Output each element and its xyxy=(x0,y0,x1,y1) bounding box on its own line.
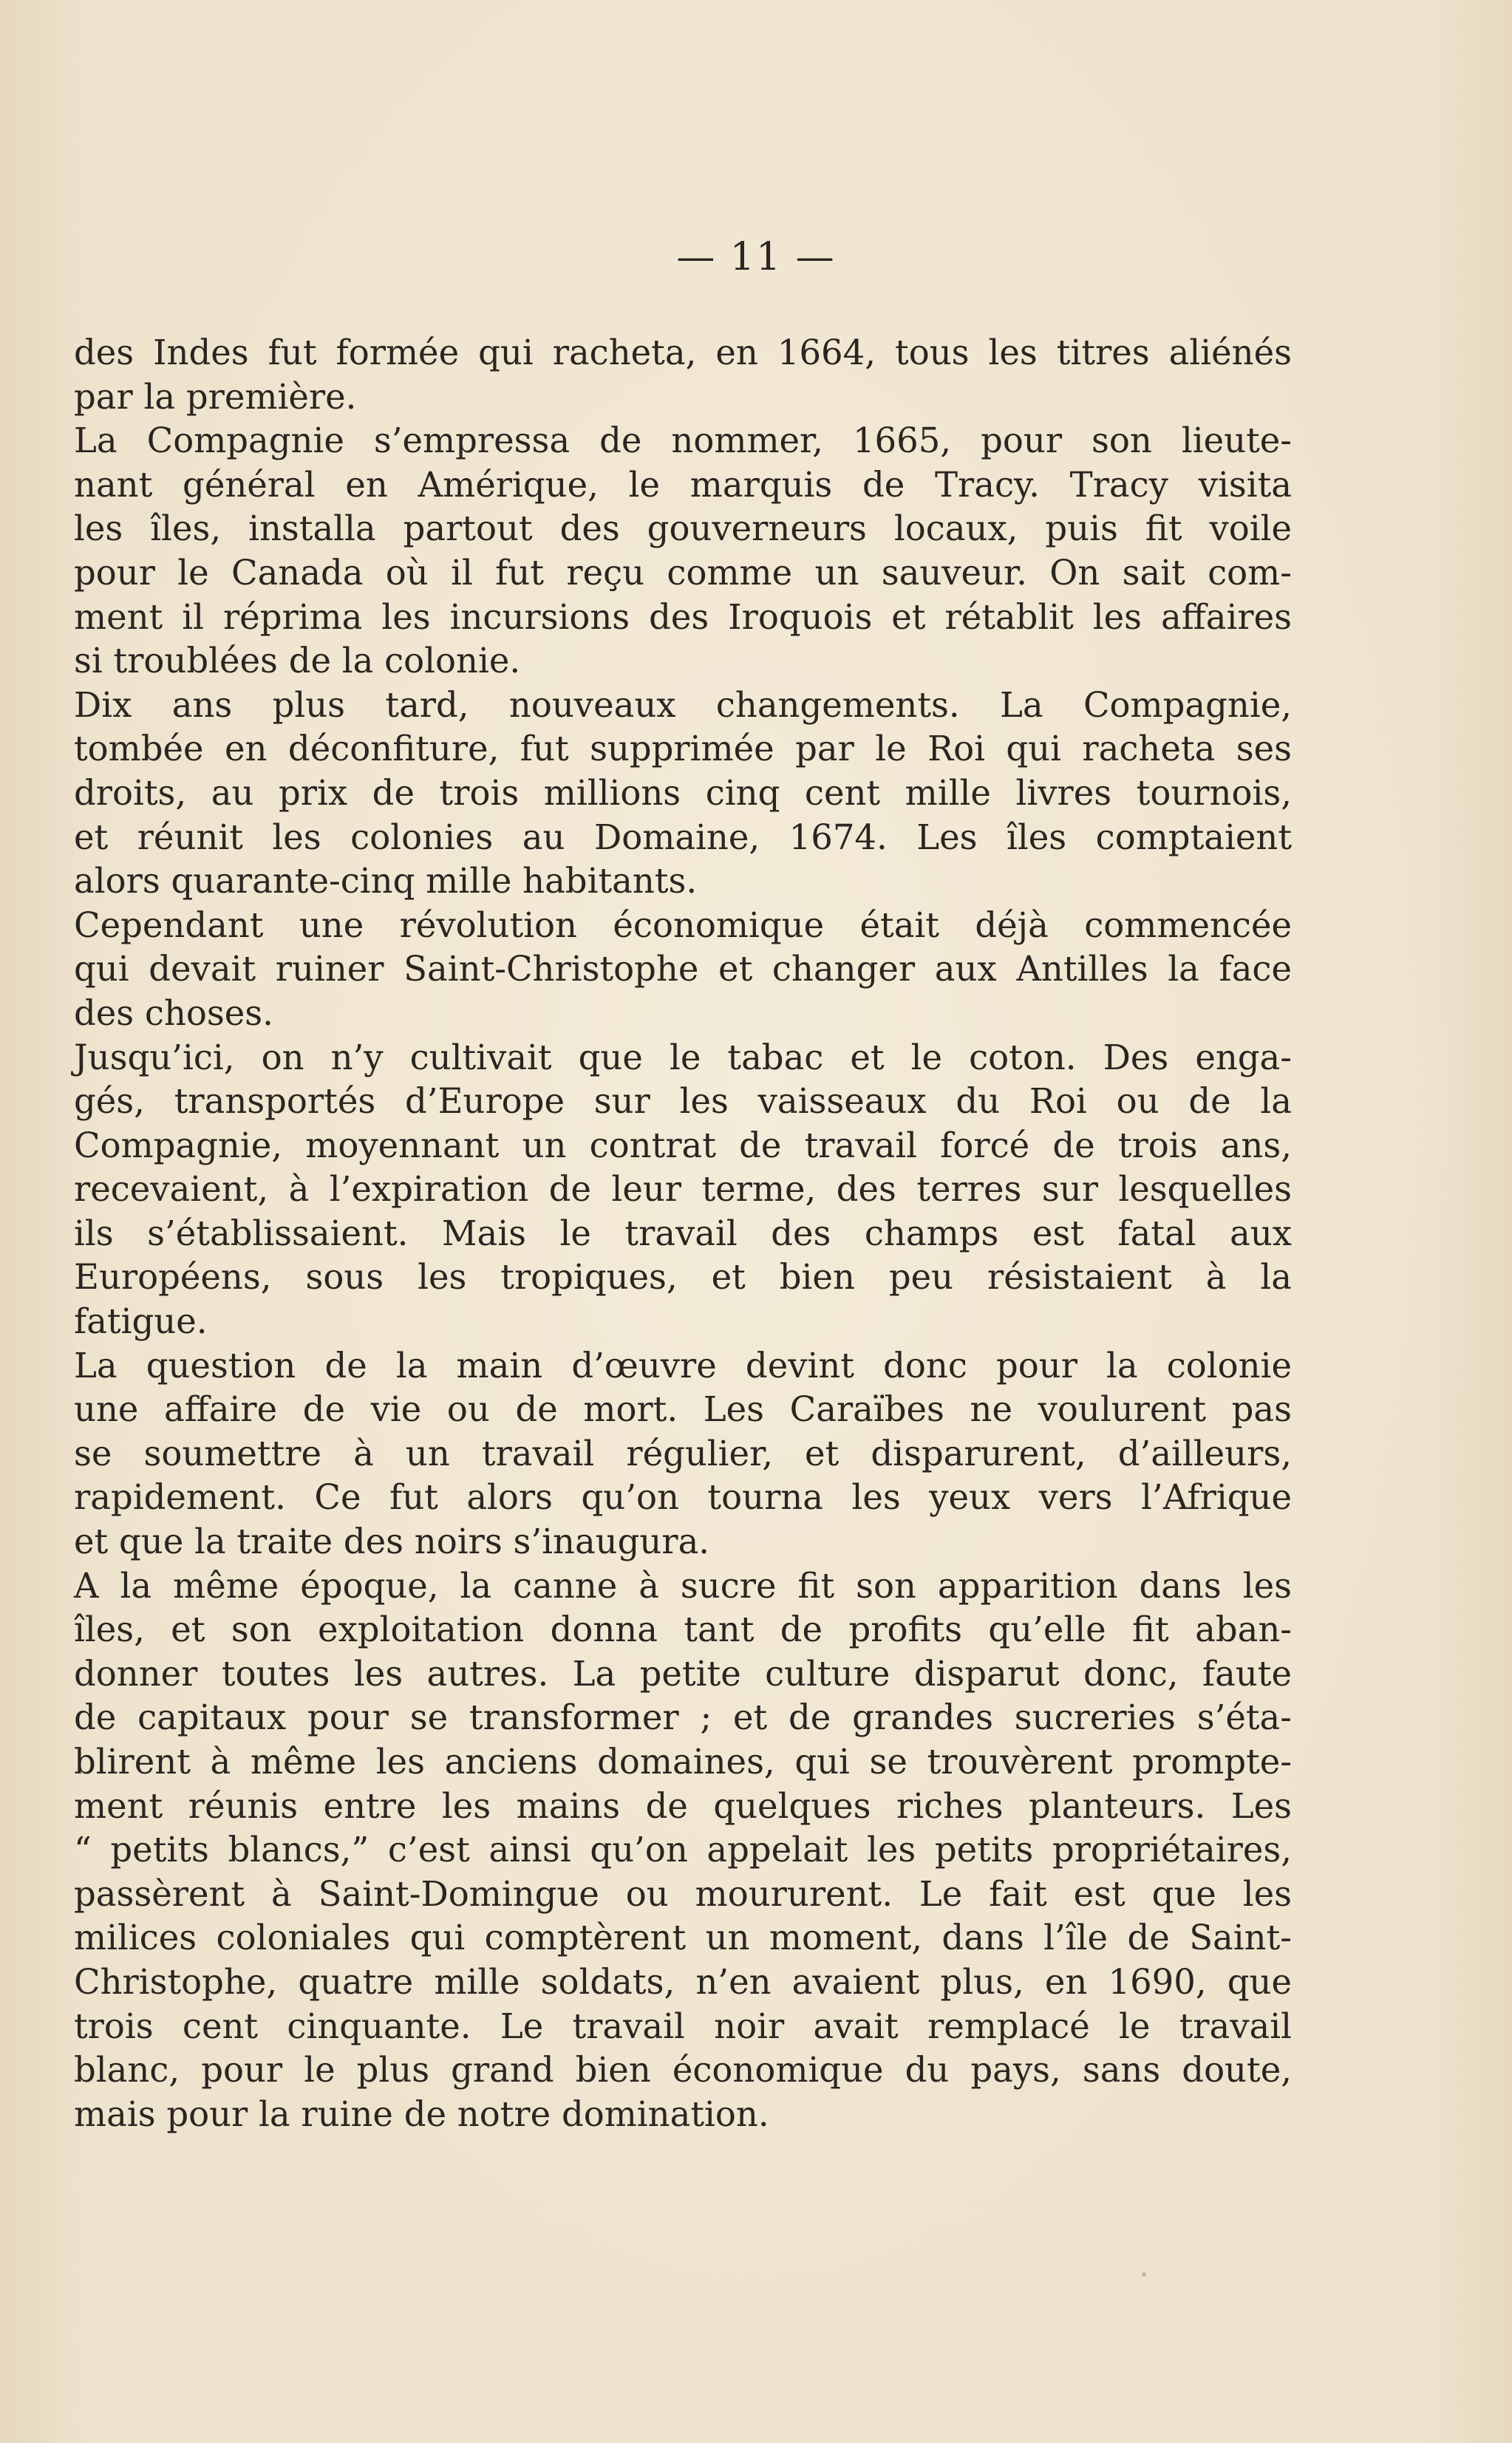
text-line: Dix ans plus tard, nouveaux changements. La Compagnie, xyxy=(74,684,1292,725)
text-line: ment réunis entre les mains de quelques riches planteurs. Les xyxy=(74,1785,1292,1826)
text-line: mais pour la ruine de notre domination. xyxy=(74,2093,769,2134)
text-line: qui devait ruiner Saint-Christophe et changer aux Antilles la face xyxy=(74,949,1292,989)
text-line: fatigue. xyxy=(74,1301,208,1342)
text-line: rapidement. Ce fut alors qu’on tourna les yeux vers l’Afrique xyxy=(74,1477,1292,1518)
text-line: blirent à même les anciens domaines, qui se trouvèrent prompte- xyxy=(74,1742,1292,1782)
page-number: — 11 — xyxy=(676,235,836,279)
text-line: les îles, installa partout des gouverneurs locaux, puis fit voile xyxy=(74,508,1292,549)
text-line: îles, et son exploitation donna tant de profits qu’elle fit aban- xyxy=(74,1609,1292,1650)
text-line: des choses. xyxy=(74,992,273,1033)
text-line: blanc, pour le plus grand bien économique du pays, sans doute, xyxy=(74,2050,1292,2091)
text-line: alors quarante-cinq mille habitants. xyxy=(74,861,698,902)
text-line: par la première. xyxy=(74,376,357,417)
text-line: une affaire de vie ou de mort. Les Caraïbes ne voulurent pas xyxy=(74,1389,1292,1430)
text-line: donner toutes les autres. La petite culture disparut donc, faute xyxy=(74,1653,1292,1694)
text-line: Compagnie, moyennant un contrat de travail forcé de trois ans, xyxy=(74,1125,1292,1165)
text-line: La Compagnie s’empressa de nommer, 1665, pour son lieute- xyxy=(74,420,1292,461)
text-line: nant général en Amérique, le marquis de Tracy. Tracy visita xyxy=(74,464,1292,505)
paper-speck xyxy=(1142,2272,1146,2277)
text-line: A la même époque, la canne à sucre fit son apparition dans les xyxy=(74,1565,1292,1606)
text-line: tombée en déconfiture, fut supprimée par le Roi qui racheta ses xyxy=(74,729,1292,769)
paper-speck xyxy=(872,1182,875,1185)
text-line: trois cent cinquante. Le travail noir avait remplacé le travail xyxy=(74,2006,1292,2046)
text-line: Jusqu’ici, on n’y cultivait que le tabac et le coton. Des enga- xyxy=(74,1037,1292,1077)
text-line: de capitaux pour se transformer ; et de grandes sucreries s’éta- xyxy=(74,1697,1292,1738)
text-line: Cependant une révolution économique était déjà commencée xyxy=(74,904,1292,945)
text-line: passèrent à Saint-Domingue ou moururent. Le fait est que les xyxy=(74,1873,1292,1914)
text-line: Christophe, quatre mille soldats, n’en avaient plus, en 1690, que xyxy=(74,1961,1292,2002)
text-line: gés, transportés d’Europe sur les vaisseaux du Roi ou de la xyxy=(74,1081,1292,1122)
text-line: recevaient, à l’expiration de leur terme, des terres sur lesquelles xyxy=(74,1169,1292,1210)
text-line: ils s’établissaient. Mais le travail des champs est fatal aux xyxy=(74,1213,1292,1253)
text-line: si troublées de la colonie. xyxy=(74,641,521,681)
text-line: Européens, sous les tropiques, et bien peu résistaient à la xyxy=(74,1257,1292,1298)
text-line: pour le Canada où il fut reçu comme un sauveur. On sait com- xyxy=(74,552,1292,593)
text-line: des Indes fut formée qui racheta, en 1664, tous les titres aliénés xyxy=(74,333,1292,372)
text-line: La question de la main d’œuvre devint donc pour la colonie xyxy=(74,1345,1292,1386)
text-line: et que la traite des noirs s’inaugura. xyxy=(74,1522,710,1562)
text-line: droits, au prix de trois millions cinq cent mille livres tournois, xyxy=(74,772,1292,813)
text-line: ment il réprima les incursions des Iroquois et rétablit les affaires xyxy=(74,596,1292,637)
text-line: milices coloniales qui comptèrent un moment, dans l’île de Saint- xyxy=(74,1918,1292,1958)
body-text xyxy=(74,331,1292,2136)
text-line: “ petits blancs,” c’est ainsi qu’on appelait les petits propriétaires, xyxy=(74,1830,1292,1870)
text-line: et réunit les colonies au Domaine, 1674. Les îles comptaient xyxy=(74,817,1292,857)
text-line: se soumettre à un travail régulier, et disparurent, d’ailleurs, xyxy=(74,1433,1292,1473)
